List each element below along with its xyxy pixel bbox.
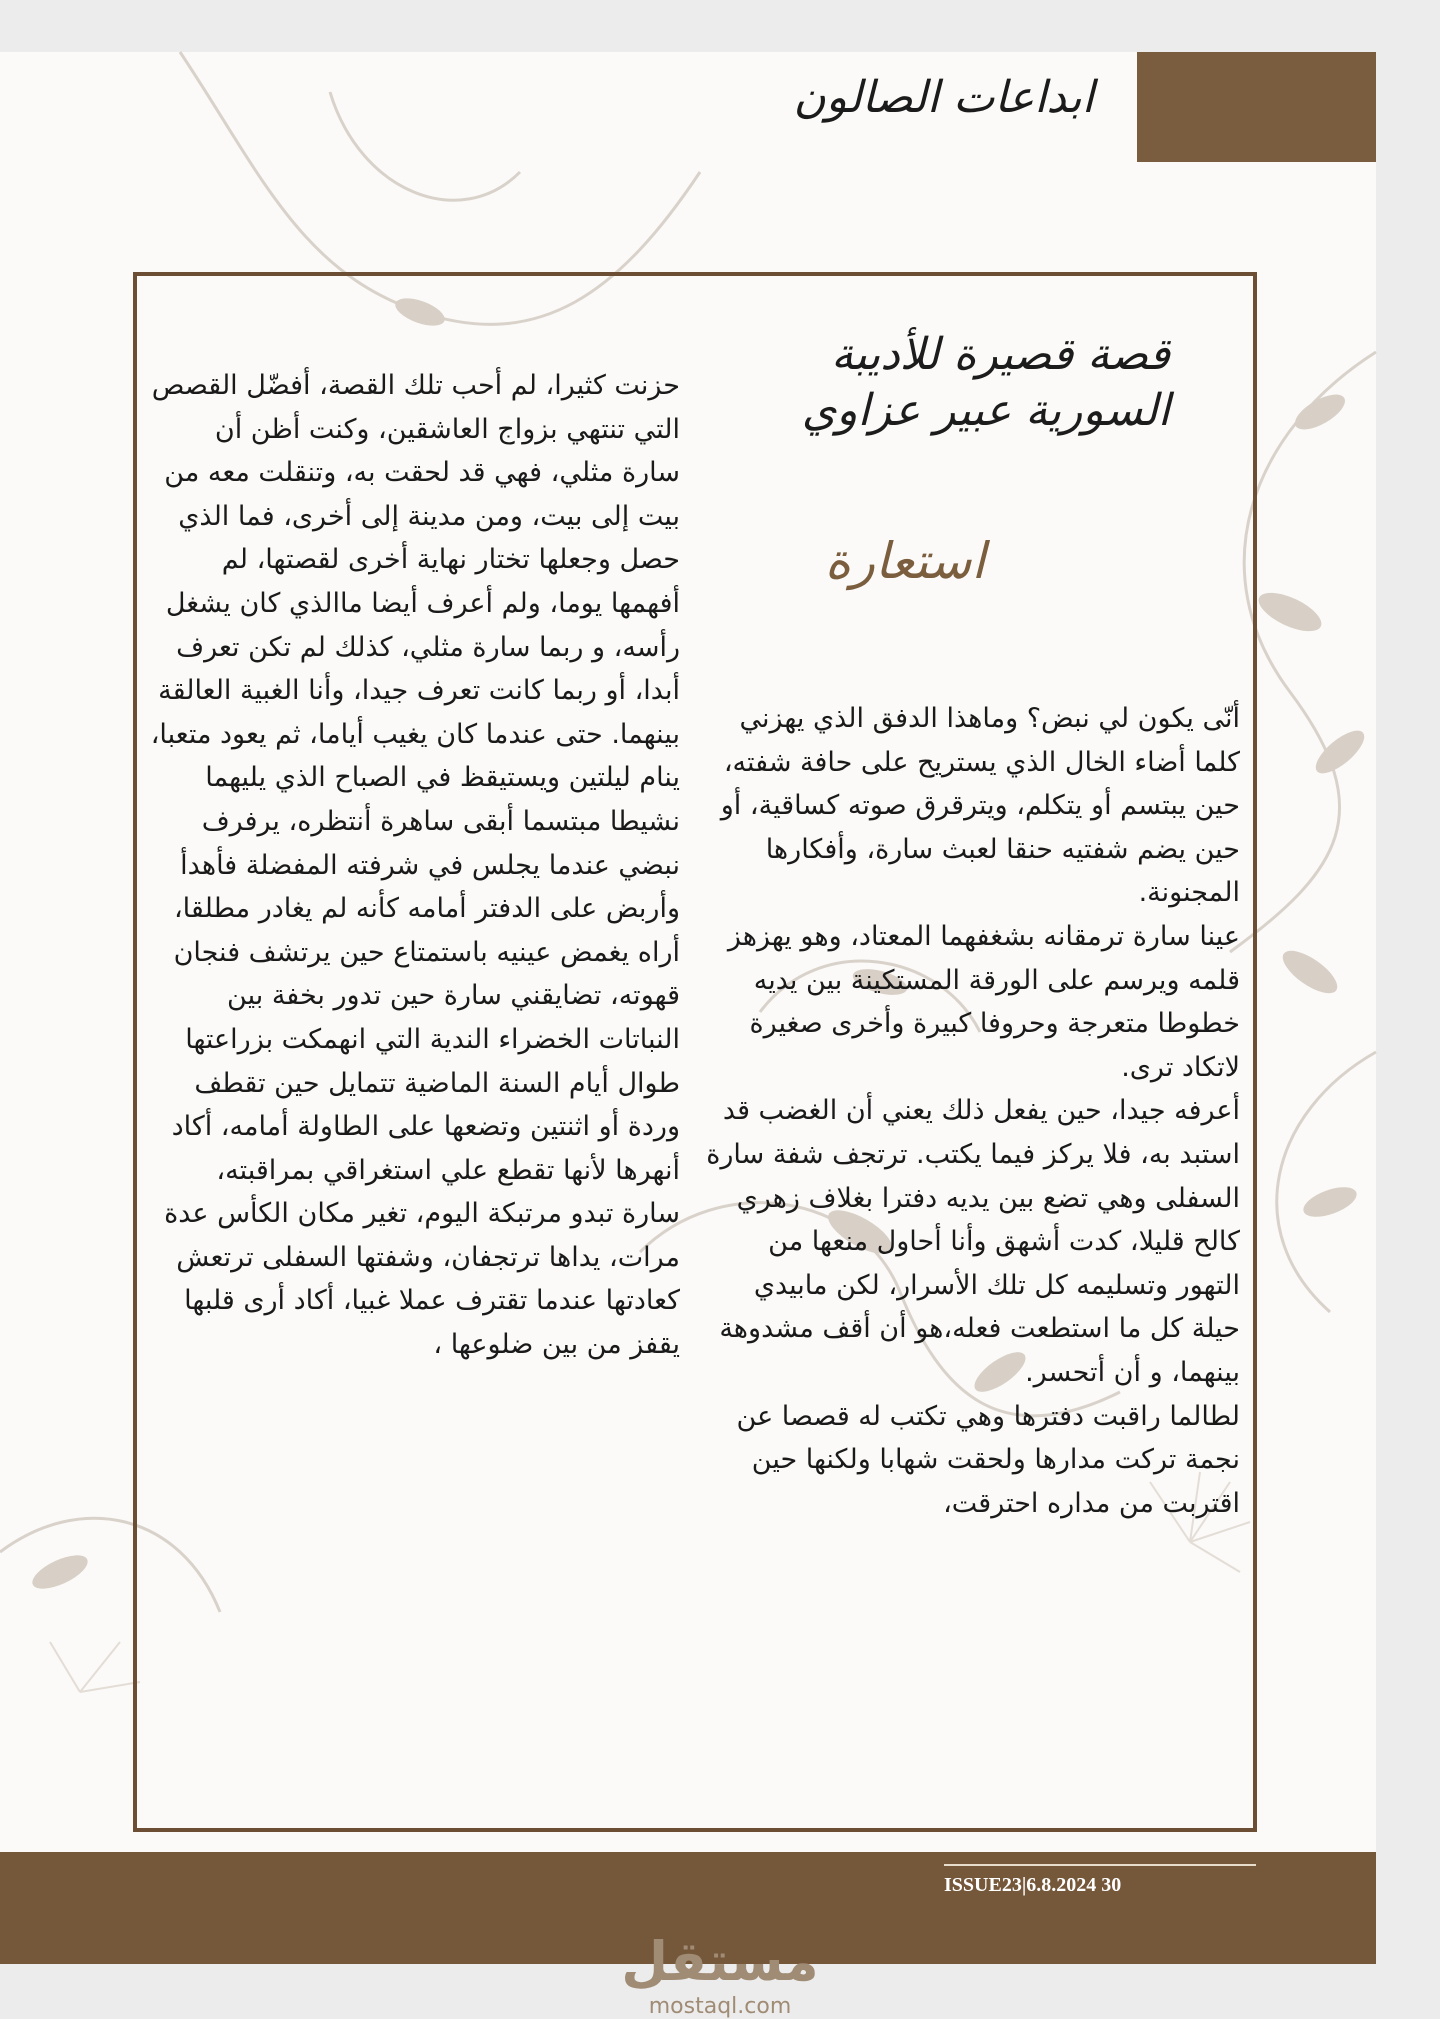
paragraph: أنّى يكون لي نبض؟ وماهذا الدفق الذي يهزني كلما أضاء الخال الذي يستريح على حافة شفته، حين يبتسم أو يتكلم، ويترقرق صوته كساقية، أو حين يضم شفتيه حنقا لعبث سارة، وأفكارها المجنونة.: [720, 703, 1240, 909]
watermark-logo: مستقل: [621, 1930, 819, 1993]
paragraph: لطالما راقبت دفترها وهي تكتب له قصصا عن نجمة تركت مدارها ولحقت شهابا ولكنها حين اقتربت من مداره احترقت،: [736, 1400, 1240, 1519]
footer-divider: [944, 1864, 1256, 1866]
paragraph: حزنت كثيرا، لم أحب تلك القصة، أفضّل القصص التي تنتهي بزواج العاشقين، وكنت أظن أن سارة مثلي، فهي قد لحقت به، وتنقلت معه من بيت إلى بيت، ومن مدينة إلى أخرى، فما الذي حصل وجعلها تختار نهاية أخرى لقصتها، لم أفهمها يوما، ولم أعرف أيضا ماالذي كان يشغل رأسه، و ربما سارة مثلي، كذلك لم تكن تعرف أبدا، أو ربما كانت تعرف جيدا، وأنا الغبية العالقة بينهما. حتى عندما كان يغيب أياما، ثم يعود متعبا، ينام ليلتين ويستيقظ في الصباح الذي يليهما نشيطا مبتسما أبقى ساهرة أنتظره، يرفرف نبضي عندما يجلس في شرفته المفضلة فأهدأ وأربض على الدفتر أمامه كأنه لم يغادر مطلقا، أراه يغمض عينيه باستمتاع حين يرتشف فنجان قهوته، تضايقني سارة حين تدور بخفة بين النباتات الخضراء الندية التي انهمكت بزراعتها طوال أيام السنة الماضية تتمايل حين تقطف وردة أو اثنتين وتضعها على الطاولة أمامه، أكاد أنهرها لأنها تقطع علي استغراقي بمراقبته، سارة تبدو مرتبكة اليوم، تغير مكان الكأس عدة مرات، يداها ترتجفان، وشفتها السفلى ترتعش كعادتها عندما تقترف عملا غبيا، أكاد أرى قلبها يقفز من بين ضلوعها ،: [150, 370, 680, 1361]
story-title: استعارة: [824, 532, 986, 590]
issue-info: ISSUE23|6.8.2024 30: [944, 1874, 1122, 1896]
paragraph: أعرفه جيدا، حين يفعل ذلك يعني أن الغضب قد استبد به، فلا يركز فيما يكتب. ترتجف شفة سارة السفلى وهي تضع بين يديه دفترا بغلاف زهري كالح قليلا، كدت أشهق وأنا أحاول منعها من التهور وتسليمه كل تلك الأسرار، لكن مابيدي حيلة كل ما استطعت فعله،هو أن أقف مشدوهة بينهما، و أن أتحسر.: [706, 1095, 1240, 1388]
article-column-left: [150, 364, 680, 1367]
article-column-right: [700, 697, 1240, 1525]
magazine-page: [0, 52, 1376, 2019]
section-title: ابداعات الصالون: [793, 72, 1094, 123]
paragraph: عينا سارة ترمقانه بشغفهما المعتاد، وهو يهزهز قلمه ويرسم على الورقة المستكينة بين يديه خطوطا متعرجة وحروفا كبيرة وأخرى صغيرة لاتكاد ترى.: [727, 920, 1240, 1083]
section-header-bar: [1137, 52, 1376, 162]
story-heading: قصة قصيرة للأديبة السورية عبير عزاوي: [801, 329, 1170, 436]
watermark-url: mostaql.com: [648, 1994, 792, 2019]
